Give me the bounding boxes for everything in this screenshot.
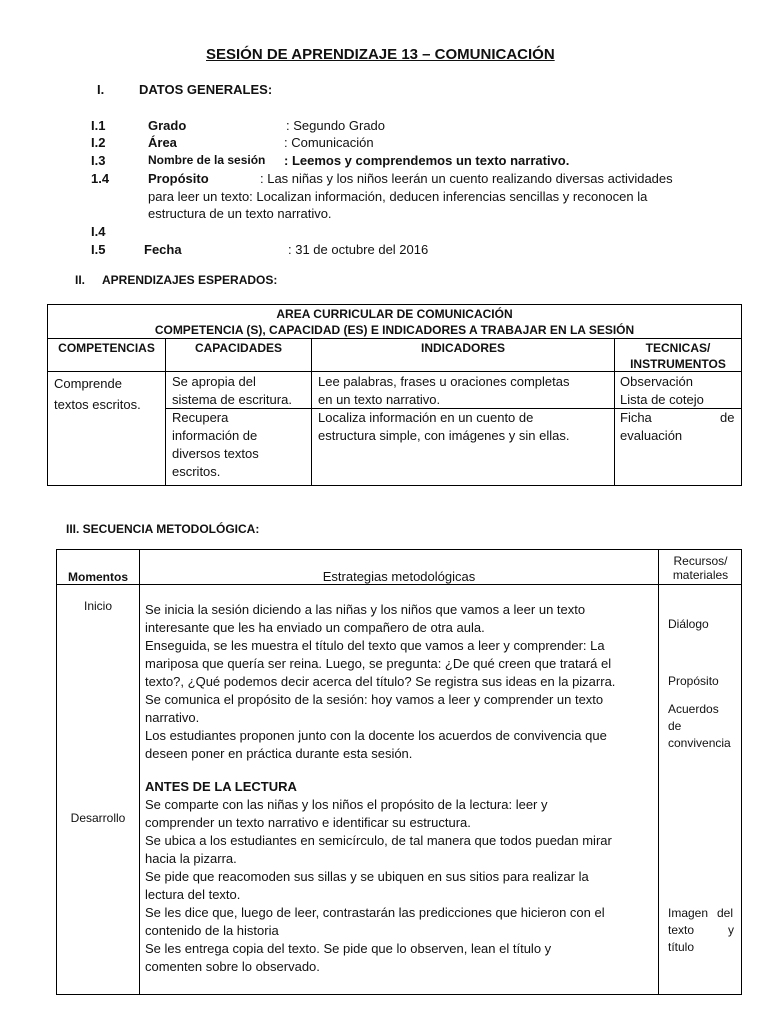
- section1-heading: DATOS GENERALES:: [139, 82, 273, 97]
- col-header-instrumentos: INSTRUMENTOS: [630, 357, 726, 371]
- momento-desarrollo: Desarrollo: [70, 811, 126, 825]
- section2-num: II.: [75, 273, 86, 287]
- row-value: : Las niñas y los niños leerán un cuento realizando diversas actividades: [260, 171, 673, 186]
- tecnica-line: Lista de cotejo: [620, 392, 704, 407]
- capacidad-line: Recupera: [172, 410, 229, 425]
- proposito-line: estructura de un texto narrativo.: [148, 206, 332, 221]
- recurso-dialogo: Diálogo: [668, 617, 709, 631]
- estrategia-line: lectura del texto.: [145, 887, 241, 902]
- row-num: I.5: [91, 242, 106, 257]
- recurso-acuerdos: convivencia: [668, 736, 731, 750]
- capacidad-line: sistema de escritura.: [172, 392, 292, 407]
- recurso-acuerdos: de: [668, 719, 682, 733]
- estrategia-line: texto?, ¿Qué podemos decir acerca del título? Se registra sus ideas en la pizarra.: [145, 674, 616, 689]
- secuencia-table: [56, 549, 742, 995]
- estrategia-line: Se comunica el propósito de la sesión: hoy vamos a leer y comprender un texto: [145, 692, 604, 707]
- momento-inicio: Inicio: [83, 599, 112, 613]
- competencia-line: Comprende: [54, 376, 122, 391]
- row-label: Grado: [148, 118, 187, 133]
- recurso-imagen: y: [728, 923, 734, 937]
- row-value: : Leemos y comprendemos un texto narrativo.: [284, 153, 570, 168]
- col-header-tecnicas: TECNICAS/: [645, 341, 711, 355]
- capacidad-line: diversos textos: [172, 446, 259, 461]
- table-title: AREA CURRICULAR DE COMUNICACIÓN: [276, 307, 513, 321]
- row-label: Área: [148, 135, 177, 150]
- row-num: I.4: [91, 224, 106, 239]
- proposito-line: para leer un texto: Localizan información, deducen inferencias sencillas y reconocen la: [148, 189, 648, 204]
- col-header-recursos: Recursos/: [673, 554, 728, 568]
- recurso-imagen: título: [668, 940, 695, 954]
- estrategia-line: deseen poner en práctica durante esta sesión.: [145, 746, 413, 761]
- row-num: I.2: [91, 135, 106, 150]
- competencia-line: textos escritos.: [54, 397, 141, 412]
- recurso-imagen: Imagen: [668, 906, 709, 920]
- section3-heading: III. SECUENCIA METODOLÓGICA:: [66, 522, 260, 536]
- estrategia-line: Se les entrega copia del texto. Se pide que lo observen, lean el título y: [145, 941, 552, 956]
- estrategia-line: Se comparte con las niñas y los niños el propósito de la lectura: leer y: [145, 797, 548, 812]
- indicador-line: en un texto narrativo.: [318, 392, 441, 407]
- tecnica-line: de: [720, 410, 735, 425]
- estrategia-line: mariposa que quería ser reina. Luego, se pregunta: ¿De qué creen que tratará el: [145, 656, 612, 671]
- section2-heading: APRENDIZAJES ESPERADOS:: [102, 273, 278, 287]
- row-value: : 31 de octubre del 2016: [288, 242, 429, 257]
- tecnica-line: evaluación: [620, 428, 683, 443]
- page-title: SESIÓN DE APRENDIZAJE 13 – COMUNICACIÓN: [206, 46, 555, 63]
- estrategia-line: comprender un texto narrativo e identificar su estructura.: [145, 815, 471, 830]
- tecnica-line: Ficha: [620, 410, 652, 425]
- estrategia-line: Los estudiantes proponen junto con la docente los acuerdos de convivencia que: [145, 728, 607, 743]
- recurso-acuerdos: Acuerdos: [668, 702, 719, 716]
- estrategia-line: contenido de la historia: [145, 923, 279, 938]
- section1-num: I.: [97, 82, 105, 97]
- estrategia-line: Se les dice que, luego de leer, contrastarán las predicciones que hicieron con el: [145, 905, 605, 920]
- row-label: Propósito: [148, 171, 209, 186]
- row-label: Nombre de la sesión: [148, 153, 266, 167]
- estrategia-line: narrativo.: [145, 710, 200, 725]
- estrategia-line: Se pide que reacomoden sus sillas y se ubiquen en sus sitios para realizar la: [145, 869, 589, 884]
- recurso-imagen: texto: [668, 923, 695, 937]
- table-subtitle: COMPETENCIA (S), CAPACIDAD (ES) E INDICADORES A TRABAJAR EN LA SESIÓN: [154, 323, 635, 337]
- row-value: : Segundo Grado: [286, 118, 386, 133]
- capacidad-line: información de: [172, 428, 258, 443]
- indicador-line: estructura simple, con imágenes y sin ellas.: [318, 428, 570, 443]
- col-header-materiales: materiales: [672, 568, 729, 582]
- row-label: Fecha: [144, 242, 182, 257]
- estrategia-line: interesante que les ha enviado un compañero de otra aula.: [145, 620, 485, 635]
- indicador-line: Localiza información en un cuento de: [318, 410, 534, 425]
- estrategia-line: Se inicia la sesión diciendo a las niñas y los niños que vamos a leer un texto: [145, 602, 586, 617]
- recurso-proposito: Propósito: [668, 674, 719, 688]
- row-num: I.1: [91, 118, 106, 133]
- row-num: 1.4: [91, 171, 110, 186]
- row-value: : Comunicación: [284, 135, 374, 150]
- col-header-momentos: Momentos: [68, 570, 128, 584]
- estrategia-line: comenten sobre lo observado.: [145, 959, 320, 974]
- row-num: I.3: [91, 153, 106, 168]
- estrategia-line: Enseguida, se les muestra el título del texto que vamos a leer y comprender: La: [145, 638, 605, 653]
- col-header-indicadores: INDICADORES: [420, 341, 505, 355]
- aprendizajes-table: [47, 304, 742, 486]
- antes-de-la-lectura-heading: ANTES DE LA LECTURA: [145, 779, 297, 794]
- recurso-imagen: del: [717, 906, 734, 920]
- capacidad-line: escritos.: [172, 464, 221, 479]
- col-header-capacidades: CAPACIDADES: [194, 341, 283, 355]
- col-header-estrategias: Estrategias metodológicas: [322, 569, 476, 584]
- capacidad-line: Se apropia del: [172, 374, 256, 389]
- tecnica-line: Observación: [620, 374, 693, 389]
- col-header-competencias: COMPETENCIAS: [58, 341, 155, 355]
- indicador-line: Lee palabras, frases u oraciones completas: [318, 374, 570, 389]
- estrategia-line: hacia la pizarra.: [145, 851, 237, 866]
- estrategia-line: Se ubica a los estudiantes en semicírculo, de tal manera que todos puedan mirar: [145, 833, 612, 848]
